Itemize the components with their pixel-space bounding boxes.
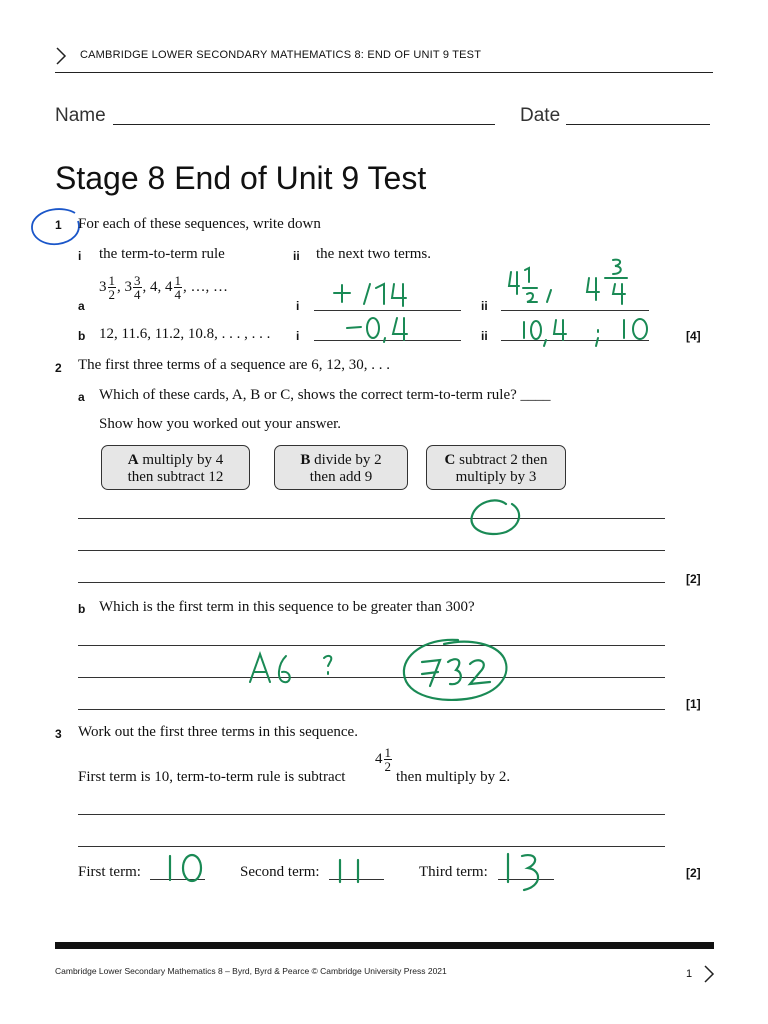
q1-number: 1	[55, 218, 62, 232]
q2b-handwritten-answer	[400, 634, 516, 708]
card-a-line2: then subtract 12	[127, 469, 224, 485]
card-a-letter: A	[127, 452, 139, 468]
header-rule	[55, 72, 713, 73]
q3-handwritten-first	[160, 852, 210, 882]
q1a-sequence: 3 $\frac{1}{2}$ , 3 $\frac{3}{4}$ , 4, 4 $\frac{1}{4}$ , …, …	[99, 273, 228, 302]
q2b-marks: [1]	[686, 697, 701, 711]
q2a-answer-line-1[interactable]	[78, 518, 665, 519]
q3-second-label: Second term:	[240, 864, 320, 880]
card-a[interactable]	[101, 445, 250, 490]
q2b-label: b	[78, 602, 86, 616]
q2b-text: Which is the first term in this sequence to be greater than 300?	[99, 599, 475, 615]
q3-answer-line-2[interactable]	[78, 846, 665, 847]
q1a-handwritten-rule	[330, 278, 410, 308]
q1a-label: a	[78, 299, 85, 313]
q3-number: 3	[55, 727, 62, 741]
name-label: Name	[55, 105, 106, 126]
q2b-answer-line-1[interactable]	[78, 645, 665, 646]
q1b-handwritten-rule	[345, 314, 425, 344]
q3-handwritten-second	[332, 856, 372, 884]
q1-prompt: For each of these sequences, write down	[78, 216, 321, 232]
page-number: 1	[686, 968, 693, 980]
q1a-roman-i: i	[296, 299, 300, 313]
footer-bar	[55, 942, 714, 949]
footer-credit: Cambridge Lower Secondary Mathematics 8 – Byrd, Byrd & Pearce © Cambridge University Press 2021	[55, 966, 447, 976]
q1b-handwritten-terms	[520, 316, 660, 348]
chevron-right-icon[interactable]	[703, 965, 715, 983]
q2b-answer-line-2[interactable]	[78, 677, 665, 678]
q2a-text: Which of these cards, A, B or C, shows the correct term-to-term rule? ____	[99, 387, 551, 403]
q3-rule-before: First term is 10, term-to-term rule is subtract	[78, 769, 346, 785]
q1b-sequence: 12, 11.6, 11.2, 10.8, . . . , . . .	[99, 326, 271, 342]
q3-answer-line-1[interactable]	[78, 814, 665, 815]
card-c[interactable]	[426, 445, 566, 490]
date-label: Date	[520, 105, 561, 126]
header-title: CAMBRIDGE LOWER SECONDARY MATHEMATICS 8: END OF UNIT 9 TEST	[80, 49, 482, 61]
name-field[interactable]	[113, 124, 495, 125]
q1b-roman-i: i	[296, 329, 300, 343]
q2-prompt: The first three terms of a sequence are 6, 12, 30, . . .	[78, 357, 390, 373]
q3-marks: [2]	[686, 866, 701, 880]
card-b[interactable]	[274, 445, 408, 490]
card-c-line1: subtract 2 then	[459, 452, 548, 468]
q1-sub-i-text: the term-to-term rule	[99, 246, 225, 262]
q2b-handwritten-note	[248, 650, 348, 690]
q3-third-label: Third term:	[419, 864, 488, 880]
q1-marks: [4]	[686, 329, 701, 343]
card-b-letter: B	[300, 452, 311, 468]
q3-fraction: 4 $\frac{1}{2}$	[375, 745, 391, 774]
page-title: Stage 8 End of Unit 9 Test	[55, 160, 427, 196]
q3-first-label: First term:	[78, 864, 141, 880]
q3-rule-after: then multiply by 2.	[396, 769, 511, 785]
q2a-label: a	[78, 390, 85, 404]
card-b-line1: divide by 2	[314, 452, 382, 468]
q1b-label: b	[78, 329, 86, 343]
q1-sub-ii-label: ii	[293, 249, 300, 263]
q2b-answer-line-3[interactable]	[78, 709, 665, 710]
q3-prompt: Work out the first three terms in this sequence.	[78, 724, 358, 740]
q2a-handwritten-answer	[466, 490, 526, 542]
q2a-marks: [2]	[686, 572, 701, 586]
q1a-roman-ii: ii	[481, 299, 488, 313]
card-c-letter: C	[444, 452, 456, 468]
date-field[interactable]	[566, 124, 710, 125]
q1b-roman-ii: ii	[481, 329, 488, 343]
q1a-terms-field[interactable]	[501, 310, 649, 311]
card-b-line2: then add 9	[309, 469, 373, 485]
chevron-right-icon	[55, 47, 67, 65]
q1-sub-i-label: i	[78, 249, 82, 263]
q1-sub-ii-text: the next two terms.	[316, 246, 431, 262]
q1a-handwritten-terms	[505, 252, 645, 308]
card-c-line2: multiply by 3	[455, 469, 537, 485]
q2a-answer-line-2[interactable]	[78, 550, 665, 551]
q2a-answer-line-3[interactable]	[78, 582, 665, 583]
q2a-show-text: Show how you worked out your answer.	[99, 416, 342, 432]
q2-number: 2	[55, 361, 62, 375]
q1a-rule-field[interactable]	[314, 310, 461, 311]
q3-handwritten-third	[500, 850, 556, 894]
card-a-line1: multiply by 4	[142, 452, 224, 468]
